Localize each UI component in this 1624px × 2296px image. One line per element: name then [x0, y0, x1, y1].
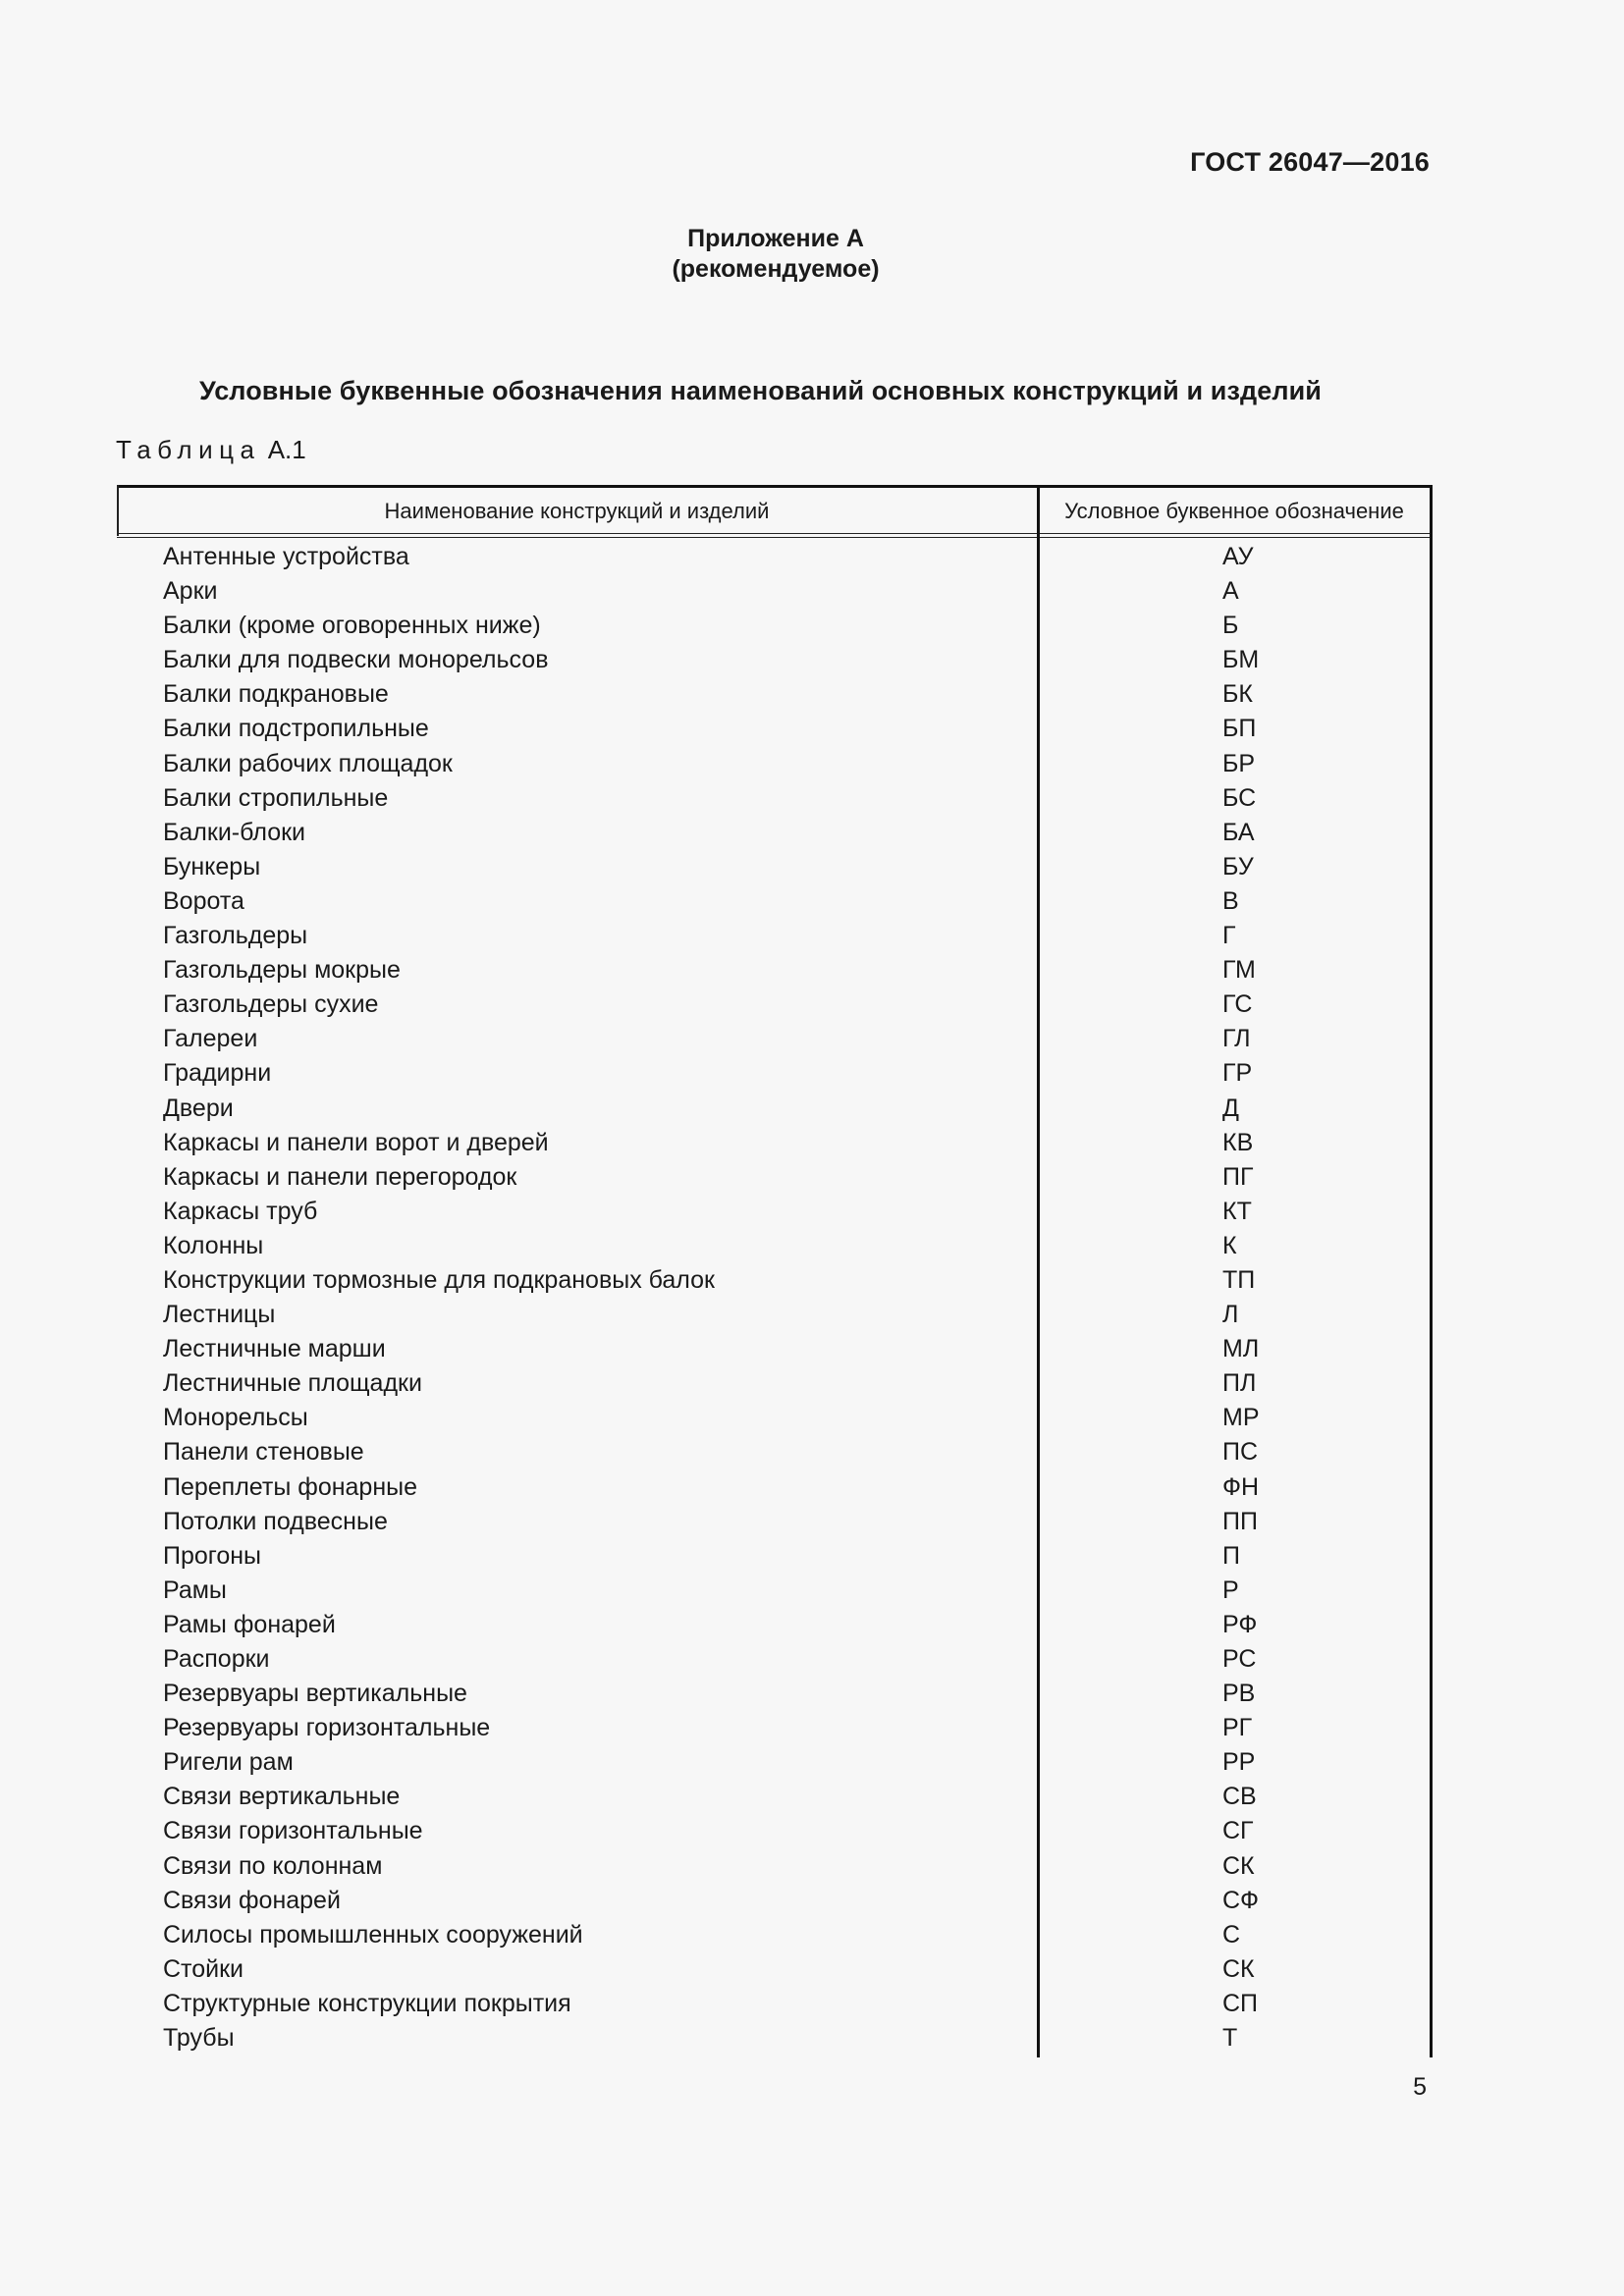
letter-designation: ПЛ [1222, 1369, 1257, 1398]
table-row [117, 1645, 1432, 1680]
table-row [117, 1542, 1432, 1576]
table-body [117, 543, 1432, 2058]
table-row [117, 1990, 1432, 2024]
column-header-code: Условное буквенное обозначение [1064, 499, 1404, 523]
construction-name: Связи фонарей [163, 1886, 341, 1914]
table-row [117, 2024, 1432, 2058]
table-row [117, 1095, 1432, 1129]
construction-name: Каркасы и панели перегородок [163, 1162, 517, 1191]
table-row [117, 1198, 1432, 1232]
construction-name: Газгольдеры сухие [163, 990, 379, 1019]
table-row [117, 1817, 1432, 1851]
table-row [117, 819, 1432, 853]
construction-name: Балки (кроме оговоренных ниже) [163, 612, 541, 640]
construction-name: Каркасы и панели ворот и дверей [163, 1128, 549, 1156]
table-label [116, 435, 306, 465]
table-row [117, 1714, 1432, 1748]
table-label-word: Таблица [116, 435, 261, 464]
letter-designation: СФ [1222, 1886, 1260, 1914]
table-row [117, 1335, 1432, 1369]
construction-name: Градирни [163, 1059, 272, 1088]
construction-name: Галереи [163, 1025, 258, 1053]
letter-designation: БМ [1222, 646, 1260, 674]
table-row [117, 1369, 1432, 1404]
construction-name: Связи по колоннам [163, 1851, 383, 1880]
construction-name: Балки рабочих площадок [163, 749, 453, 777]
table-row [117, 1473, 1432, 1508]
table-row [117, 887, 1432, 922]
table-row [117, 1025, 1432, 1059]
construction-name: Балки стропильные [163, 783, 389, 812]
table-header [117, 485, 1432, 536]
construction-name: Балки подкрановые [163, 680, 389, 709]
construction-name: Каркасы труб [163, 1197, 318, 1225]
table-row [117, 1887, 1432, 1921]
letter-designation: ТП [1222, 1265, 1256, 1294]
table-row [117, 956, 1432, 990]
table-row [117, 646, 1432, 680]
letter-designation: МЛ [1222, 1335, 1260, 1363]
letter-designation: БА [1222, 818, 1255, 846]
letter-designation: Г [1222, 922, 1236, 950]
construction-name: Распорки [163, 1645, 270, 1673]
letter-designation: Л [1222, 1301, 1239, 1329]
construction-name: Газгольдеры [163, 922, 308, 950]
letter-designation: Д [1222, 1094, 1239, 1122]
table-row [117, 1611, 1432, 1645]
table-label-number: А.1 [267, 435, 306, 464]
table-row [117, 1921, 1432, 1955]
table-row [117, 680, 1432, 715]
letter-designation: Б [1222, 612, 1239, 640]
construction-name: Прогоны [163, 1541, 262, 1570]
construction-name: Колонны [163, 1231, 264, 1259]
table-row [117, 784, 1432, 819]
construction-name: Лестничные площадки [163, 1369, 422, 1398]
construction-name: Двери [163, 1094, 234, 1122]
table-row [117, 715, 1432, 749]
table-row [117, 1852, 1432, 1887]
construction-name: Ворота [163, 886, 244, 915]
letter-designation: БП [1222, 715, 1257, 743]
construction-name: Лестничные марши [163, 1335, 386, 1363]
construction-name: Рамы фонарей [163, 1610, 336, 1638]
construction-name: Балки-блоки [163, 818, 305, 846]
letter-designation: В [1222, 886, 1239, 915]
letter-designation: РВ [1222, 1680, 1256, 1708]
letter-designation: СГ [1222, 1817, 1254, 1845]
letter-designation: СП [1222, 1989, 1259, 2017]
letter-designation: РС [1222, 1645, 1257, 1673]
construction-name: Панели стеновые [163, 1438, 364, 1467]
construction-name: Лестницы [163, 1301, 276, 1329]
letter-designation: СВ [1222, 1783, 1257, 1811]
letter-designation: Р [1222, 1575, 1239, 1604]
table-row [117, 1163, 1432, 1198]
construction-name: Силосы промышленных сооружений [163, 1920, 583, 1949]
table-left-border [117, 485, 119, 536]
letter-designation: БС [1222, 783, 1257, 812]
letter-designation: МР [1222, 1404, 1260, 1432]
table-row [117, 1748, 1432, 1783]
table-row [117, 1576, 1432, 1611]
letter-designation: Т [1222, 2024, 1238, 2053]
letter-designation: ГЛ [1222, 1025, 1251, 1053]
appendix-subtitle: (рекомендуемое) [672, 255, 880, 283]
table-row [117, 1301, 1432, 1335]
letter-designation: БУ [1222, 852, 1254, 881]
letter-designation: ГС [1222, 990, 1253, 1019]
letter-designation: К [1222, 1231, 1237, 1259]
letter-designation: СК [1222, 1954, 1255, 1983]
construction-name: Монорельсы [163, 1404, 308, 1432]
letter-designation: ПС [1222, 1438, 1259, 1467]
table-row [117, 990, 1432, 1025]
document-code: ГОСТ 26047—2016 [1190, 147, 1430, 177]
letter-designation: ГМ [1222, 956, 1256, 985]
table-row [117, 922, 1432, 956]
table-row [117, 543, 1432, 577]
construction-name: Бункеры [163, 852, 261, 881]
letter-designation: ФН [1222, 1472, 1260, 1501]
table-row [117, 750, 1432, 784]
table-row [117, 1266, 1432, 1301]
column-header-name: Наименование конструкций и изделий [384, 499, 770, 523]
appendix-title: Приложение А [687, 225, 864, 252]
construction-name: Арки [163, 577, 218, 606]
letter-designation: РР [1222, 1748, 1256, 1777]
letter-designation: ПП [1222, 1507, 1258, 1535]
construction-name: Переплеты фонарные [163, 1472, 418, 1501]
table-row [117, 1404, 1432, 1438]
header-divider-top [117, 533, 1432, 534]
letter-designation: РФ [1222, 1610, 1258, 1638]
construction-name: Резервуары вертикальные [163, 1680, 467, 1708]
header-divider-bottom [117, 537, 1432, 538]
table-row [117, 577, 1432, 612]
letter-designation: ПГ [1222, 1162, 1254, 1191]
letter-designation: А [1222, 577, 1239, 606]
table-row [117, 1438, 1432, 1472]
letter-designation: КТ [1222, 1197, 1252, 1225]
construction-name: Резервуары горизонтальные [163, 1714, 491, 1742]
construction-name: Трубы [163, 2024, 235, 2053]
table-row [117, 1232, 1432, 1266]
construction-name: Потолки подвесные [163, 1507, 388, 1535]
construction-name: Связи горизонтальные [163, 1817, 423, 1845]
letter-designation: П [1222, 1541, 1240, 1570]
letter-designation: СК [1222, 1851, 1255, 1880]
construction-name: Газгольдеры мокрые [163, 956, 401, 985]
letter-designation: БР [1222, 749, 1256, 777]
table-row [117, 612, 1432, 646]
construction-name: Балки подстропильные [163, 715, 429, 743]
table-row [117, 1508, 1432, 1542]
table-row [117, 853, 1432, 887]
page-number: 5 [1413, 2073, 1427, 2101]
letter-designation: С [1222, 1920, 1241, 1949]
letter-designation: БК [1222, 680, 1253, 709]
letter-designation: АУ [1222, 543, 1254, 570]
construction-name: Антенные устройства [163, 543, 409, 570]
letter-designation: ГР [1222, 1059, 1253, 1088]
construction-name: Связи вертикальные [163, 1783, 401, 1811]
designations-table [117, 485, 1432, 2057]
construction-name: Конструкции тормозные для подкрановых балок [163, 1265, 715, 1294]
letter-designation: РГ [1222, 1714, 1253, 1742]
letter-designation: КВ [1222, 1128, 1254, 1156]
construction-name: Рамы [163, 1575, 227, 1604]
construction-name: Стойки [163, 1954, 244, 1983]
table-row [117, 1955, 1432, 1990]
table-row [117, 1059, 1432, 1094]
construction-name: Структурные конструкции покрытия [163, 1989, 571, 2017]
table-row [117, 1129, 1432, 1163]
section-title: Условные буквенные обозначения наименований основных конструкций и изделий [199, 376, 1323, 405]
construction-name: Ригели рам [163, 1748, 294, 1777]
table-row [117, 1680, 1432, 1714]
table-row [117, 1783, 1432, 1817]
construction-name: Балки для подвески монорельсов [163, 646, 549, 674]
